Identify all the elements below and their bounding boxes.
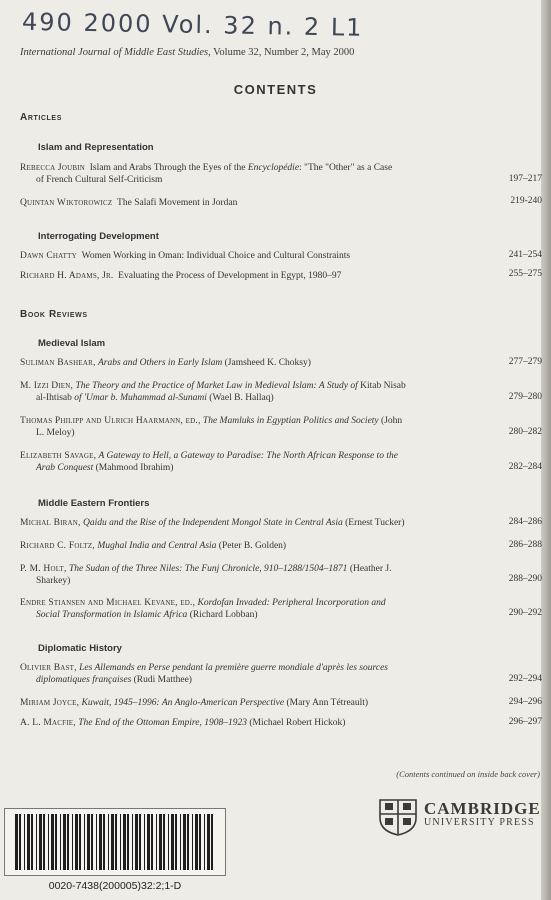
entry-title: Islam and Arabs Through the Eyes of the (89, 163, 248, 173)
barcode-icon (15, 814, 215, 870)
entry-reviewer: (Wael B. Hallaq) (209, 393, 274, 403)
subsection-middle-eastern-frontiers: Middle Eastern Frontiers (38, 498, 150, 509)
entry-pages: 288–290 (508, 574, 542, 584)
entry-pages: 279–280 (508, 392, 542, 402)
toc-entry[interactable] (20, 450, 465, 474)
barcode-bar (31, 814, 33, 870)
toc-entry[interactable] (20, 380, 465, 404)
entry-reviewer: (Mary Ann Tétreault) (286, 698, 369, 708)
entry-title: Evaluating the Process of Development in Egypt, 1980–97 (118, 271, 342, 281)
entry-author: Richard C. Foltz, (20, 541, 95, 551)
entry-pages: 241–254 (508, 250, 542, 260)
barcode-bar (39, 814, 42, 870)
toc-entry[interactable] (20, 517, 465, 529)
entry-title-line2: Social Transformation in Islamic Africa (36, 610, 188, 620)
entry-author: Thomas Philipp and Ulrich Haarmann, ed., (20, 416, 201, 426)
barcode-bar (192, 814, 193, 870)
entry-pages: 294–296 (508, 697, 542, 707)
entry-author: Rebecca Joubin (20, 163, 85, 173)
page-edge-shadow (541, 0, 551, 900)
barcode-bar (163, 814, 165, 870)
barcode-bar (63, 814, 66, 870)
barcode-bar (19, 814, 21, 870)
barcode-bar (175, 814, 177, 870)
barcode-bar (51, 814, 54, 870)
entry-pages: 219-240 (510, 196, 542, 206)
entry-author: M. Izzi Dien, (20, 381, 74, 391)
barcode-bar (84, 814, 85, 870)
barcode-bar (103, 814, 105, 870)
entry-author: Richard H. Adams, Jr. (20, 271, 114, 281)
entry-title: Qaidu and the Rise of the Independent Mongol State in Central Asia (83, 518, 343, 528)
barcode-bar (195, 814, 198, 870)
entry-title-line2: Arab Conquest (36, 463, 94, 473)
entry-title-line2: diplomatiques françaises (36, 675, 132, 685)
entry-title: Mughal India and Central Asia (97, 541, 217, 551)
entry-title: The Salafi Movement in Jordan (117, 198, 238, 208)
entry-pages: 290–292 (508, 608, 542, 618)
entry-title: Kordofan Invaded: Peripheral Incorporation and (197, 598, 386, 608)
publisher-name: CAMBRIDGE (424, 799, 541, 818)
subsection-diplomatic-history: Diplomatic History (38, 643, 122, 654)
entry-pages: 282–284 (508, 462, 542, 472)
entry-title: The Theory and the Practice of Market Law in Medieval Islam: A Study of (75, 381, 358, 391)
entry-title-line2: al-Ihtisab (36, 393, 72, 403)
barcode-bar (207, 814, 210, 870)
barcode-bar (187, 814, 189, 870)
entry-title: Women Working in Oman: Individual Choice and Cultural Constraints (81, 251, 351, 261)
barcode-bar (132, 814, 133, 870)
subsection-interrogating-development: Interrogating Development (38, 231, 159, 242)
toc-entry[interactable] (20, 162, 465, 186)
entry-title-cont: Kitab Nisab (360, 381, 406, 391)
barcode-bar (123, 814, 126, 870)
toc-entry[interactable] (20, 597, 465, 621)
entry-title: Kuwait, 1945–1996: An Anglo-American Perspective (81, 698, 285, 708)
barcode-bar (139, 814, 141, 870)
barcode-bar (91, 814, 93, 870)
barcode-bar (144, 814, 145, 870)
contents-title: CONTENTS (233, 82, 318, 97)
entry-author: Miriam Joyce, (20, 698, 80, 708)
barcode-bar (48, 814, 49, 870)
entry-title: The End of the Ottoman Empire, 1908–1923 (78, 718, 247, 728)
barcode-bar (159, 814, 162, 870)
journal-citation (20, 47, 520, 58)
entry-pages: 292–294 (508, 674, 542, 684)
entry-pages: 255–275 (508, 269, 542, 279)
entry-author: Suliman Bashear, (20, 358, 96, 368)
barcode-bar (147, 814, 150, 870)
barcode-bar (183, 814, 186, 870)
barcode-bar (87, 814, 90, 870)
entry-reviewer: (Peter B. Golden) (218, 541, 287, 551)
entry-title: A Gateway to Hell, a Gateway to Paradise: The North African Response to the (98, 451, 398, 461)
subsection-islam-representation: Islam and Representation (38, 142, 154, 153)
barcode-bar (180, 814, 181, 870)
barcode-bar (67, 814, 69, 870)
barcode-bar (24, 814, 25, 870)
subsection-medieval-islam: Medieval Islam (38, 338, 106, 349)
toc-entry[interactable] (20, 270, 465, 282)
toc-entry[interactable] (20, 197, 465, 209)
entry-author: Olivier Bast, (20, 663, 77, 673)
barcode-bar (75, 814, 78, 870)
entry-reviewer: (Rudi Matthee) (133, 675, 192, 685)
toc-entry[interactable] (20, 357, 465, 369)
entry-pages: 197–217 (508, 174, 542, 184)
toc-entry[interactable] (20, 662, 465, 686)
entry-reviewer: (Ernest Tucker) (345, 518, 405, 528)
section-heading-articles: Articles (20, 112, 62, 123)
barcode-bar (156, 814, 157, 870)
barcode-number: 0020-7438(200005)32:2;1-D (48, 880, 182, 892)
barcode-bar (135, 814, 138, 870)
entry-pages: 277–279 (508, 357, 542, 367)
entry-title-line2-italic: of 'Umar b. Muhammad al-Sunami (74, 393, 207, 403)
toc-entry[interactable] (20, 540, 465, 552)
barcode-bar (79, 814, 81, 870)
entry-author: Endre Stiansen and Michael Kevane, ed., (20, 598, 196, 608)
barcode-bar (99, 814, 102, 870)
barcode-bar (127, 814, 129, 870)
barcode-bar (115, 814, 117, 870)
barcode-bar (211, 814, 213, 870)
journal-title: International Journal of Middle East Studies (20, 47, 209, 58)
barcode-bar (72, 814, 73, 870)
barcode-bar (43, 814, 45, 870)
barcode-bar (15, 814, 18, 870)
entry-reviewer: (Heather J. (349, 564, 392, 574)
barcode-bar (171, 814, 174, 870)
toc-entry[interactable] (20, 717, 465, 729)
entry-author: Dawn Chatty (20, 251, 77, 261)
publisher-subname: UNIVERSITY PRESS (424, 817, 535, 828)
section-heading-book-reviews: Book Reviews (20, 309, 88, 320)
barcode-bar (151, 814, 153, 870)
entry-title-line2: L. Meloy) (36, 428, 75, 438)
barcode-bar (36, 814, 37, 870)
toc-entry[interactable] (20, 250, 465, 262)
cambridge-shield-icon (378, 798, 418, 836)
entry-title: The Mamluks in Egyptian Politics and Society (202, 416, 379, 426)
toc-entry[interactable] (20, 697, 465, 709)
barcode-bar (111, 814, 114, 870)
toc-entry[interactable] (20, 563, 465, 587)
entry-title: The Sudan of the Three Niles: The Funj Chronicle, 910–1288/1504–1871 (68, 564, 348, 574)
journal-issue: , Volume 32, Number 2, May 2000 (208, 47, 355, 58)
entry-author: Elizabeth Savage, (20, 451, 97, 461)
entry-title-italic: Encyclopédie (247, 163, 300, 173)
publisher-logo (424, 799, 541, 828)
barcode-bar (55, 814, 57, 870)
entry-reviewer: (Richard Lobban) (189, 610, 258, 620)
entry-pages: 284–286 (508, 517, 542, 527)
entry-title: Les Allemands en Perse pendant la première guerre mondiale d'après les sources (79, 663, 388, 673)
entry-reviewer: (Michael Robert Hickok) (249, 718, 346, 728)
entry-author: A. L. Macfie, (20, 718, 76, 728)
entry-author: Michal Biran, (20, 518, 81, 528)
toc-entry[interactable] (20, 415, 465, 439)
barcode-frame (4, 808, 226, 876)
barcode-bar (204, 814, 205, 870)
entry-pages: 280–282 (508, 427, 542, 437)
entry-title-cont: : "The "Other" as a Case (299, 163, 393, 173)
continued-note: (Contents continued on inside back cover) (396, 769, 540, 779)
entry-author: P. M. Holt, (20, 564, 67, 574)
entry-title-line2: Sharkey) (36, 576, 71, 586)
entry-author: Quintan Wiktorowicz (20, 198, 113, 208)
barcode-bar (120, 814, 121, 870)
entry-title-line2: of French Cultural Self-Criticism (36, 175, 163, 185)
entry-title: Arabs and Others in Early Islam (97, 358, 223, 368)
entry-reviewer: (Mahmood Ibrahim) (95, 463, 174, 473)
handwritten-note: 490 2000 Vol. 32 n. 2 L1 (21, 7, 364, 42)
entry-reviewer: (Jamsheed K. Choksy) (224, 358, 311, 368)
barcode-bar (168, 814, 169, 870)
entry-pages: 296–297 (508, 717, 542, 727)
barcode-bar (60, 814, 61, 870)
barcode-bar (199, 814, 201, 870)
entry-pages: 286–288 (508, 540, 542, 550)
barcode-bar (96, 814, 97, 870)
entry-reviewer: (John (381, 416, 403, 426)
barcode-bar (108, 814, 109, 870)
barcode-bar (27, 814, 30, 870)
